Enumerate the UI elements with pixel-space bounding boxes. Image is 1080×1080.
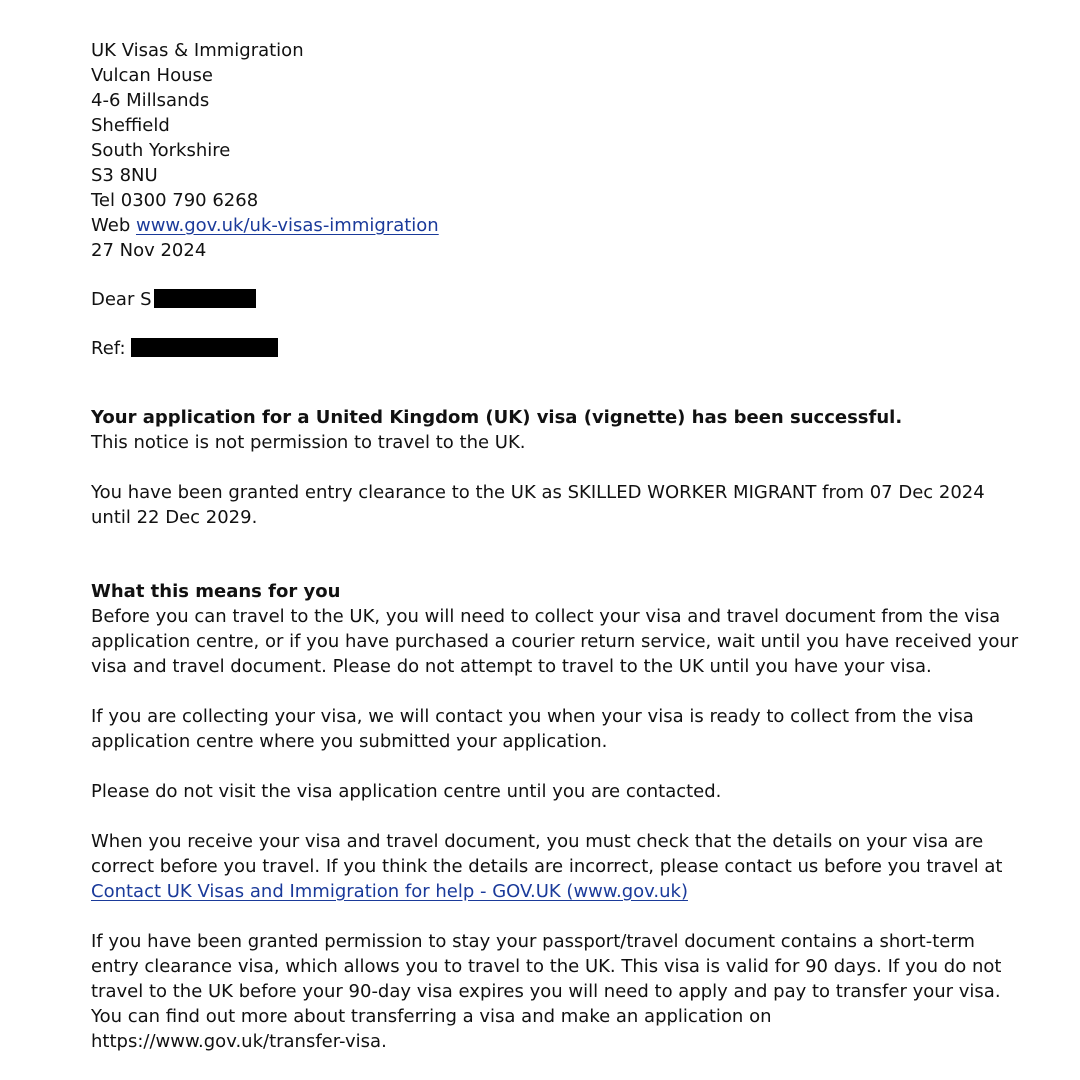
web-label: Web: [91, 215, 131, 236]
salutation-prefix: Dear S: [91, 289, 152, 310]
para4-link-row: [91, 879, 1051, 904]
para3: Please do not visit the visa application centre until you are contacted.: [91, 781, 722, 802]
redacted-name: [154, 289, 256, 308]
letter: [91, 38, 1051, 1054]
address-street: 4-6 Millsands: [91, 90, 210, 111]
para5-line4: You can find out more about transferring a visa and make an application on: [91, 1006, 772, 1027]
address-postcode: S3 8NU: [91, 165, 158, 186]
address-building: Vulcan House: [91, 65, 213, 86]
contact-help-link[interactable]: Contact UK Visas and Immigration for help - GOV.UK (www.gov.uk): [91, 881, 688, 902]
decision-headline: Your application for a United Kingdom (UK) visa (vignette) has been successful.: [91, 407, 903, 428]
section-heading: What this means for you: [91, 581, 341, 602]
reference-row: [91, 336, 1051, 361]
para5-line3: travel to the UK before your 90-day visa expires you will need to apply and pay to transfer your visa.: [91, 981, 1001, 1002]
para2-line2: application centre where you submitted your application.: [91, 731, 608, 752]
address-county: South Yorkshire: [91, 140, 231, 161]
tel-number: 0300 790 6268: [120, 190, 259, 211]
web-link[interactable]: www.gov.uk/uk-visas-immigration: [135, 215, 439, 236]
para1-line3: visa and travel document. Please do not attempt to travel to the UK until you have your visa.: [91, 656, 932, 677]
address-city: Sheffield: [91, 115, 170, 136]
tel-label: Tel: [91, 190, 116, 211]
sender-address: [91, 38, 1051, 263]
para5-line1: If you have been granted permission to stay your passport/travel document contains a short-term: [91, 931, 975, 952]
salutation: [91, 287, 1051, 312]
para2-line1: If you are collecting your visa, we will contact you when your visa is ready to collect from the visa: [91, 706, 974, 727]
address-org: UK Visas & Immigration: [91, 40, 304, 61]
address-tel-row: [91, 188, 1051, 213]
letter-date: 27 Nov 2024: [91, 240, 207, 261]
para1-line1: Before you can travel to the UK, you will need to collect your visa and travel document from the visa: [91, 606, 1001, 627]
ref-label: Ref:: [91, 338, 126, 359]
redacted-reference: [131, 338, 278, 357]
para4-line1: When you receive your visa and travel document, you must check that the details on your visa are: [91, 831, 984, 852]
para5-line2: entry clearance visa, which allows you to travel to the UK. This visa is valid for 90 days. If you do not: [91, 956, 1002, 977]
address-web-row: [91, 213, 1051, 238]
decision-notice: This notice is not permission to travel to the UK.: [91, 432, 526, 453]
para4-line2: correct before you travel. If you think the details are incorrect, please contact us before you travel at: [91, 856, 1003, 877]
para1-line2: application centre, or if you have purchased a courier return service, wait until you have received your: [91, 631, 1019, 652]
grant-line-2: until 22 Dec 2029.: [91, 507, 258, 528]
para5-line5: https://www.gov.uk/transfer-visa.: [91, 1031, 387, 1052]
grant-line-1: You have been granted entry clearance to the UK as SKILLED WORKER MIGRANT from 07 Dec 2024: [91, 482, 985, 503]
